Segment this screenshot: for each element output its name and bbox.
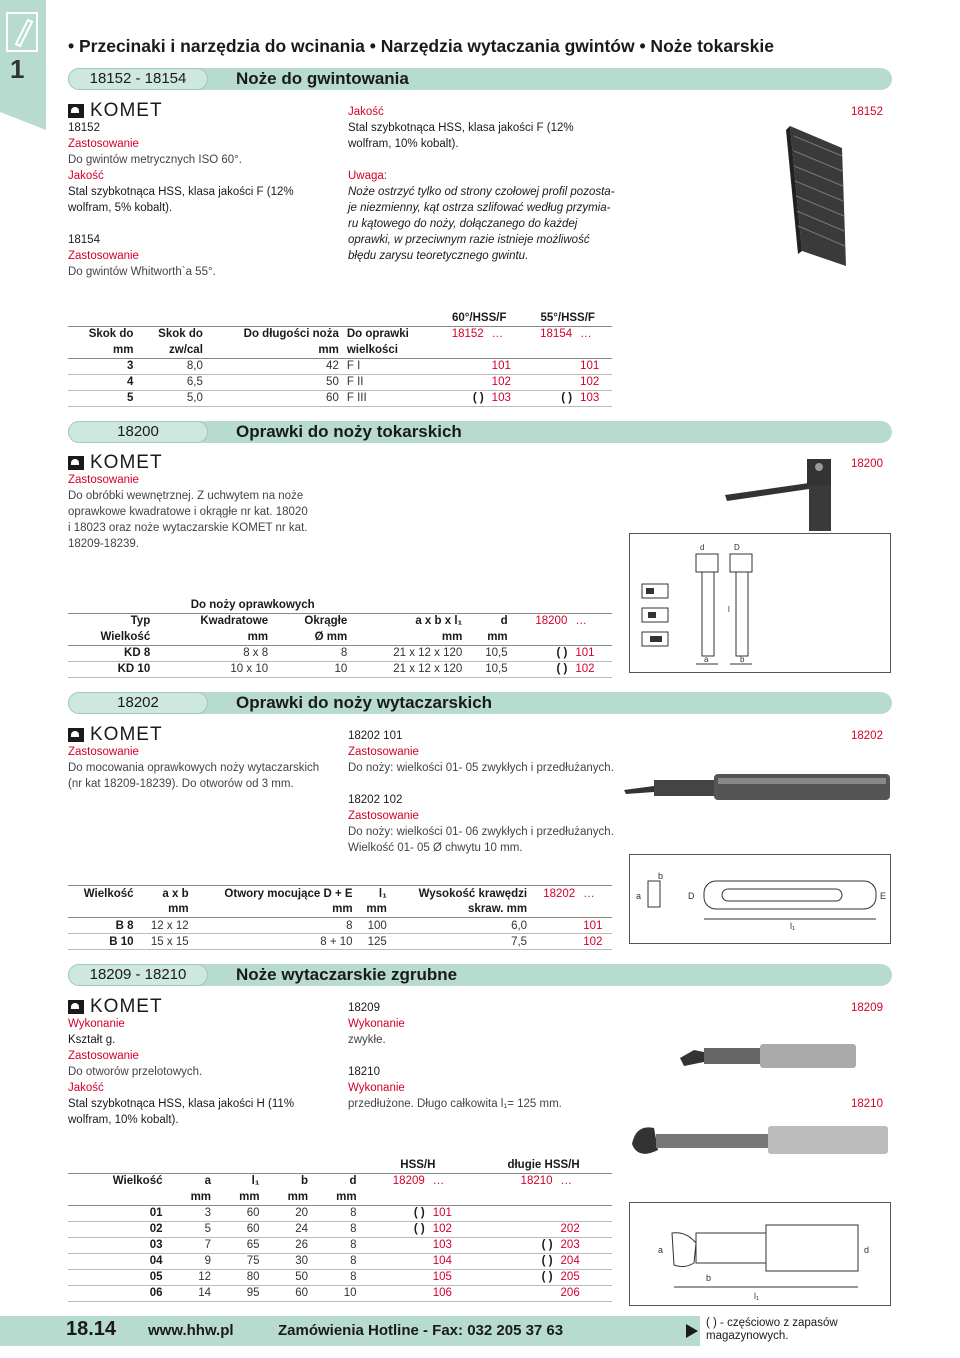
text-line: Do noży: wielkości 01- 05 zwykłych i przedłużanych. — [348, 762, 614, 774]
text-line: Wykonanie — [348, 1082, 405, 1094]
text-line: przedłużone. Długo całkowita l₁= 125 mm. — [348, 1098, 562, 1110]
text-line: i 18023 oraz noże wytaczarskie KOMET nr kat. — [68, 522, 308, 534]
text-line: zwykłe. — [348, 1034, 386, 1046]
komet-logo: KOMET — [68, 454, 163, 472]
text-line: Uwaga: — [348, 170, 387, 182]
section-title: Oprawki do noży wytaczarskich — [236, 693, 493, 712]
sec2-table: Do noży oprawkowych Typ Kwadratowe Okrągłe a x b x l₁ d 18200 … Wielkość mm Ø mm mm mm KD 8 8 x 8 8 21 x 12 x 120 10,5 ( ) 101 KD 10 10 x 10 10 21 x 12 x 120 10,5 ( ) 102 — [68, 597, 612, 678]
sec2-table-body — [68, 645, 612, 677]
holder-image — [725, 455, 855, 535]
text-line: Do gwintów metrycznych ISO 60°. — [68, 154, 242, 166]
table-row: 5 5,0 60 F III ( ) 103 ( ) 103 — [68, 390, 612, 406]
sec1-table-body — [68, 358, 612, 406]
text-line: błędu zarysu teoretycznego gwintu. — [348, 250, 529, 262]
section-title: Oprawki do noży tokarskich — [236, 422, 462, 441]
dim-label: E — [880, 891, 887, 901]
boring-tool-long-image — [628, 1116, 890, 1166]
komet-mark-icon — [68, 104, 84, 118]
text-line: 18210 — [348, 1066, 380, 1078]
komet-logo: KOMET — [68, 998, 163, 1016]
text-line: (nr kat 18209-18239). Do otworów od 3 mm. — [68, 778, 294, 790]
holder-drawing-18202 — [629, 854, 891, 944]
text-line: Jakość — [68, 170, 104, 182]
sec1-description-mid — [348, 104, 615, 264]
dim-label: D — [688, 891, 695, 901]
text-line: Zastosowanie — [348, 746, 419, 758]
text-line: Zastosowanie — [68, 474, 139, 486]
sec4-description-mid — [348, 1000, 562, 1112]
dim-label: d — [700, 543, 705, 552]
table-row: B 10 15 x 15 8 + 10 125 7,5 102 — [68, 934, 612, 950]
sec4-table: HSS/H długie HSS/H Wielkość a l₁ b d 18209 … 18210 … mm mm mm mm 01 3 60 20 8 ( ) 101 02 5 60 24 8 ( ) 102 202 03 7 65 26 8 103 ( ) 203 04 9 75 30 8 104 ( ) 204 05 12 80 50 8 105 ( ) 205 06 14 95 60 10 106 206 — [68, 1157, 612, 1302]
text-line: oprawki, w przeciwnym razie istnieje możliwość — [348, 234, 590, 246]
text-line — [68, 216, 294, 232]
table-row: 3 8,0 42 F I 101 101 — [68, 358, 612, 374]
sec3-table-body — [68, 918, 612, 950]
text-line: wolfram, 10% kobalt). — [68, 1114, 179, 1126]
section-code: 18152 - 18154 — [68, 68, 208, 90]
dim-label: D — [734, 543, 740, 552]
dim-label: b — [706, 1273, 712, 1283]
table-row: 04 9 75 30 8 104 ( ) 204 — [68, 1253, 612, 1269]
page-title: • Przecinaki i narzędzia do wcinania • Narzędzia wytaczania gwintów • Noże tokarskie — [68, 36, 774, 56]
text-line: Wielkość 01- 05 Ø chwytu 10 mm. — [348, 842, 523, 854]
ref-code: 18202 — [851, 730, 883, 742]
boring-bar-holder-image — [624, 766, 892, 806]
table-group-header: 60°/HSS/F — [435, 310, 523, 326]
table-row: KD 8 8 x 8 8 21 x 12 x 120 10,5 ( ) 101 — [68, 645, 612, 661]
sec3-description-left — [68, 744, 319, 792]
arrow-right-icon — [686, 1324, 698, 1338]
text-line: Wykonanie — [68, 1018, 125, 1030]
sec4-description-left — [68, 1016, 294, 1128]
dim-label: b — [658, 871, 664, 881]
text-line: Noże ostrzyć tylko od strony czołowej profil pozosta- — [348, 186, 615, 198]
section-title: Noże wytaczarskie zgrubne — [236, 965, 458, 984]
text-line: Zastosowanie — [68, 250, 139, 262]
table-row: 02 5 60 24 8 ( ) 102 202 — [68, 1221, 612, 1237]
text-line: Do obróbki wewnętrznej. Z uchwytem na noże — [68, 490, 304, 502]
text-line: Zastosowanie — [68, 746, 139, 758]
ref-code: 18152 — [851, 106, 883, 118]
table-row: 05 12 80 50 8 105 ( ) 205 — [68, 1269, 612, 1285]
text-line: Stal szybkotnąca HSS, klasa jakości F (12% — [348, 122, 574, 134]
text-line: Stal szybkotnąca HSS, klasa jakości H (11% — [68, 1098, 295, 1110]
section-code: 18209 - 18210 — [68, 964, 208, 986]
section-title: Noże do gwintowania — [236, 69, 409, 88]
komet-mark-icon — [68, 1000, 84, 1014]
text-line: 18154 — [68, 234, 100, 246]
ref-code: 18209 — [851, 1002, 883, 1014]
dim-label: l₁ — [754, 1291, 760, 1301]
website-link[interactable]: www.hhw.pl — [148, 1322, 234, 1339]
text-line: Do mocowania oprawkowych noży wytaczarskich — [68, 762, 320, 774]
sec3-table: Wielkość a x b Otwory mocujące D + E l₁ Wysokość krawędzi 18202 … mm mm mm skraw. mm B 8 12 x 12 8 100 6,0 101 B 10 15 x 15 8 + 10 125 7,5 102 — [68, 885, 612, 950]
sec1-table: 60°/HSS/F 55°/HSS/F Skok do Skok do Do długości noża Do oprawki 18152 … 18154 … mm zw/cal mm wielkości 3 8,0 42 F I 101 101 4 6,5 50 F II 102 102 5 5,0 60 F III ( ) 103 ( ) 103 — [68, 310, 612, 407]
table-row: 01 3 60 20 8 ( ) 101 — [68, 1205, 612, 1221]
sec2-description — [68, 472, 308, 552]
footer-note: ( ) - częściowo z zapasów magazynowych. — [706, 1317, 838, 1342]
table-row: B 8 12 x 12 8 100 6,0 101 — [68, 918, 612, 934]
komet-logo: KOMET — [68, 102, 163, 120]
text-line: 18202 101 — [348, 730, 403, 742]
sec4-table-body — [68, 1205, 612, 1301]
table-row: 06 14 95 60 10 106 206 — [68, 1285, 612, 1301]
text-line: Zastosowanie — [348, 810, 419, 822]
text-line: je niezmienny, kąt ostrza szlifować według przymia- — [348, 202, 611, 214]
text-line: 18152 — [68, 122, 100, 134]
text-line: 18202 102 — [348, 794, 403, 806]
text-line: Stal szybkotnąca HSS, klasa jakości F (12% — [68, 186, 294, 198]
dim-label: l — [728, 605, 730, 614]
hotline-text: Zamówienia Hotline - Fax: 032 205 37 63 — [278, 1322, 564, 1339]
table-group-header: 55°/HSS/F — [523, 310, 612, 326]
drill-logo-icon — [6, 12, 38, 52]
text-line: ru kątowego do noży, dołączanego do każdej — [348, 218, 578, 230]
chapter-number: 1 — [10, 54, 25, 84]
table-row: KD 10 10 x 10 10 21 x 12 x 120 10,5 ( ) 102 — [68, 661, 612, 677]
dim-label: a — [704, 655, 709, 664]
text-line: 18209 — [348, 1002, 380, 1014]
text-line: Wykonanie — [348, 1018, 405, 1030]
text-line: Jakość — [348, 106, 384, 118]
dim-label: a — [658, 1245, 664, 1255]
table-row: 03 7 65 26 8 103 ( ) 203 — [68, 1237, 612, 1253]
text-line: Do gwintów Whitworth`a 55°. — [68, 266, 216, 278]
dim-label: l₁ — [790, 921, 796, 931]
page-number: 18.14 — [66, 1318, 117, 1340]
sec3-description-mid — [348, 728, 614, 856]
text-line: Zastosowanie — [68, 138, 139, 150]
text-line: 18209-18239. — [68, 538, 139, 550]
dim-label: b — [740, 655, 745, 664]
text-line: Do noży: wielkości 01- 06 zwykłych i przedłużanych. — [348, 826, 614, 838]
boring-tool-image — [680, 1030, 860, 1080]
holder-drawing — [629, 533, 891, 673]
text-line: oprawkowe kwadratowe i okrągłe nr kat. 18020 — [68, 506, 308, 518]
section-code: 18200 — [68, 421, 208, 443]
thread-cutter-image — [780, 116, 856, 276]
text-line: Do otworów przelotowych. — [68, 1066, 203, 1078]
komet-mark-icon — [68, 728, 84, 742]
text-line — [348, 152, 615, 168]
dim-label: a — [636, 891, 642, 901]
section-code: 18202 — [68, 692, 208, 714]
table-row: 4 6,5 50 F II 102 102 — [68, 374, 612, 390]
sec1-description-left — [68, 120, 294, 280]
komet-mark-icon — [68, 456, 84, 470]
text-line: Zastosowanie — [68, 1050, 139, 1062]
komet-logo: KOMET — [68, 726, 163, 744]
text-line — [348, 1048, 562, 1064]
ref-code: 18210 — [851, 1098, 883, 1110]
text-line: wolfram, 5% kobalt). — [68, 202, 173, 214]
text-line: wolfram, 10% kobalt). — [348, 138, 459, 150]
dim-label: d — [864, 1245, 870, 1255]
tool-drawing-18209 — [629, 1202, 891, 1306]
ref-code: 18200 — [851, 458, 883, 470]
text-line: Kształt g. — [68, 1034, 116, 1046]
text-line: Jakość — [68, 1082, 104, 1094]
text-line — [348, 776, 614, 792]
